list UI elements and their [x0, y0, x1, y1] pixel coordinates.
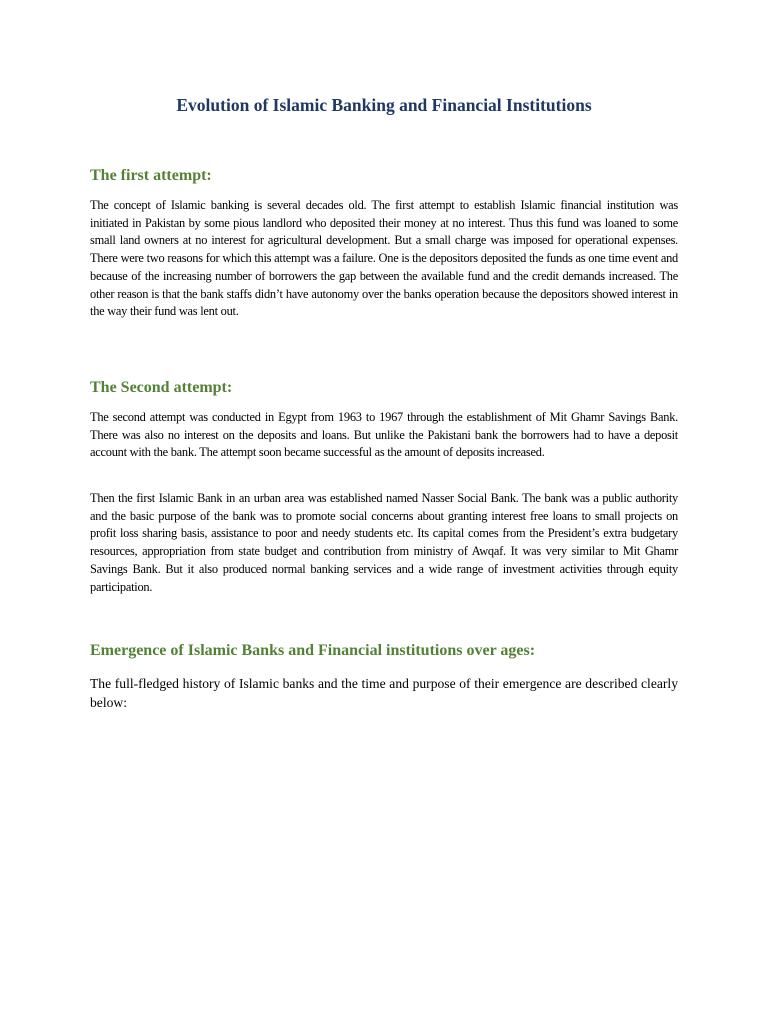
section-heading-second-attempt: The Second attempt:: [90, 379, 233, 396]
paragraph-first-attempt: The concept of Islamic banking is several decades old. The first attempt to establish Islamic financial institution was initiated in Pakistan by some pious landlord who deposited their money at no interest. Thus this fund was loaned to some small land owners at no interest for agricultural development. But a small charge was imposed for operational expenses. There were two reasons for which this attempt was a failure. One is the depositors deposited the funds as one time event and because of the increasing number of borrowers the gap between the available fund and the credit demands increased. The other reason is that the bank staffs didn’t have autonomy over the banks operation because the depositors showed interest in the way their fund was lent out.: [90, 198, 678, 319]
paragraph-nasser-social-bank: Then the first Islamic Bank in an urban area was established named Nasser Social Bank. The bank was a public authority and the basic purpose of the bank was to promote social concerns about granting interest free loans to small projects on profit loss sharing basis, assistance to poor and needy students etc. Its capital comes from the President’s extra budgetary resources, appropriation from state budget and contribution from ministry of Awqaf. It was very similar to Mit Ghamr Savings Bank. But it also produced normal banking services and a wide range of investment activities through equity participation.: [90, 491, 678, 594]
document-title: Evolution of Islamic Banking and Financial Institutions: [176, 95, 592, 115]
paragraph-second-attempt-egypt: The second attempt was conducted in Egypt from 1963 to 1967 through the establishment of Mit Ghamr Savings Bank. There was also no interest on the deposits and loans. But unlike the Pakistani bank the borrowers had to have a deposit account with the bank. The attempt soon became successful as the amount of deposits increased.: [90, 410, 678, 460]
section-heading-first-attempt: The first attempt:: [90, 167, 212, 184]
paragraph-emergence-history: The full-fledged history of Islamic banks and the time and purpose of their emergence are described clearly below:: [90, 676, 678, 710]
section-heading-emergence: Emergence of Islamic Banks and Financial institutions over ages:: [90, 642, 536, 659]
